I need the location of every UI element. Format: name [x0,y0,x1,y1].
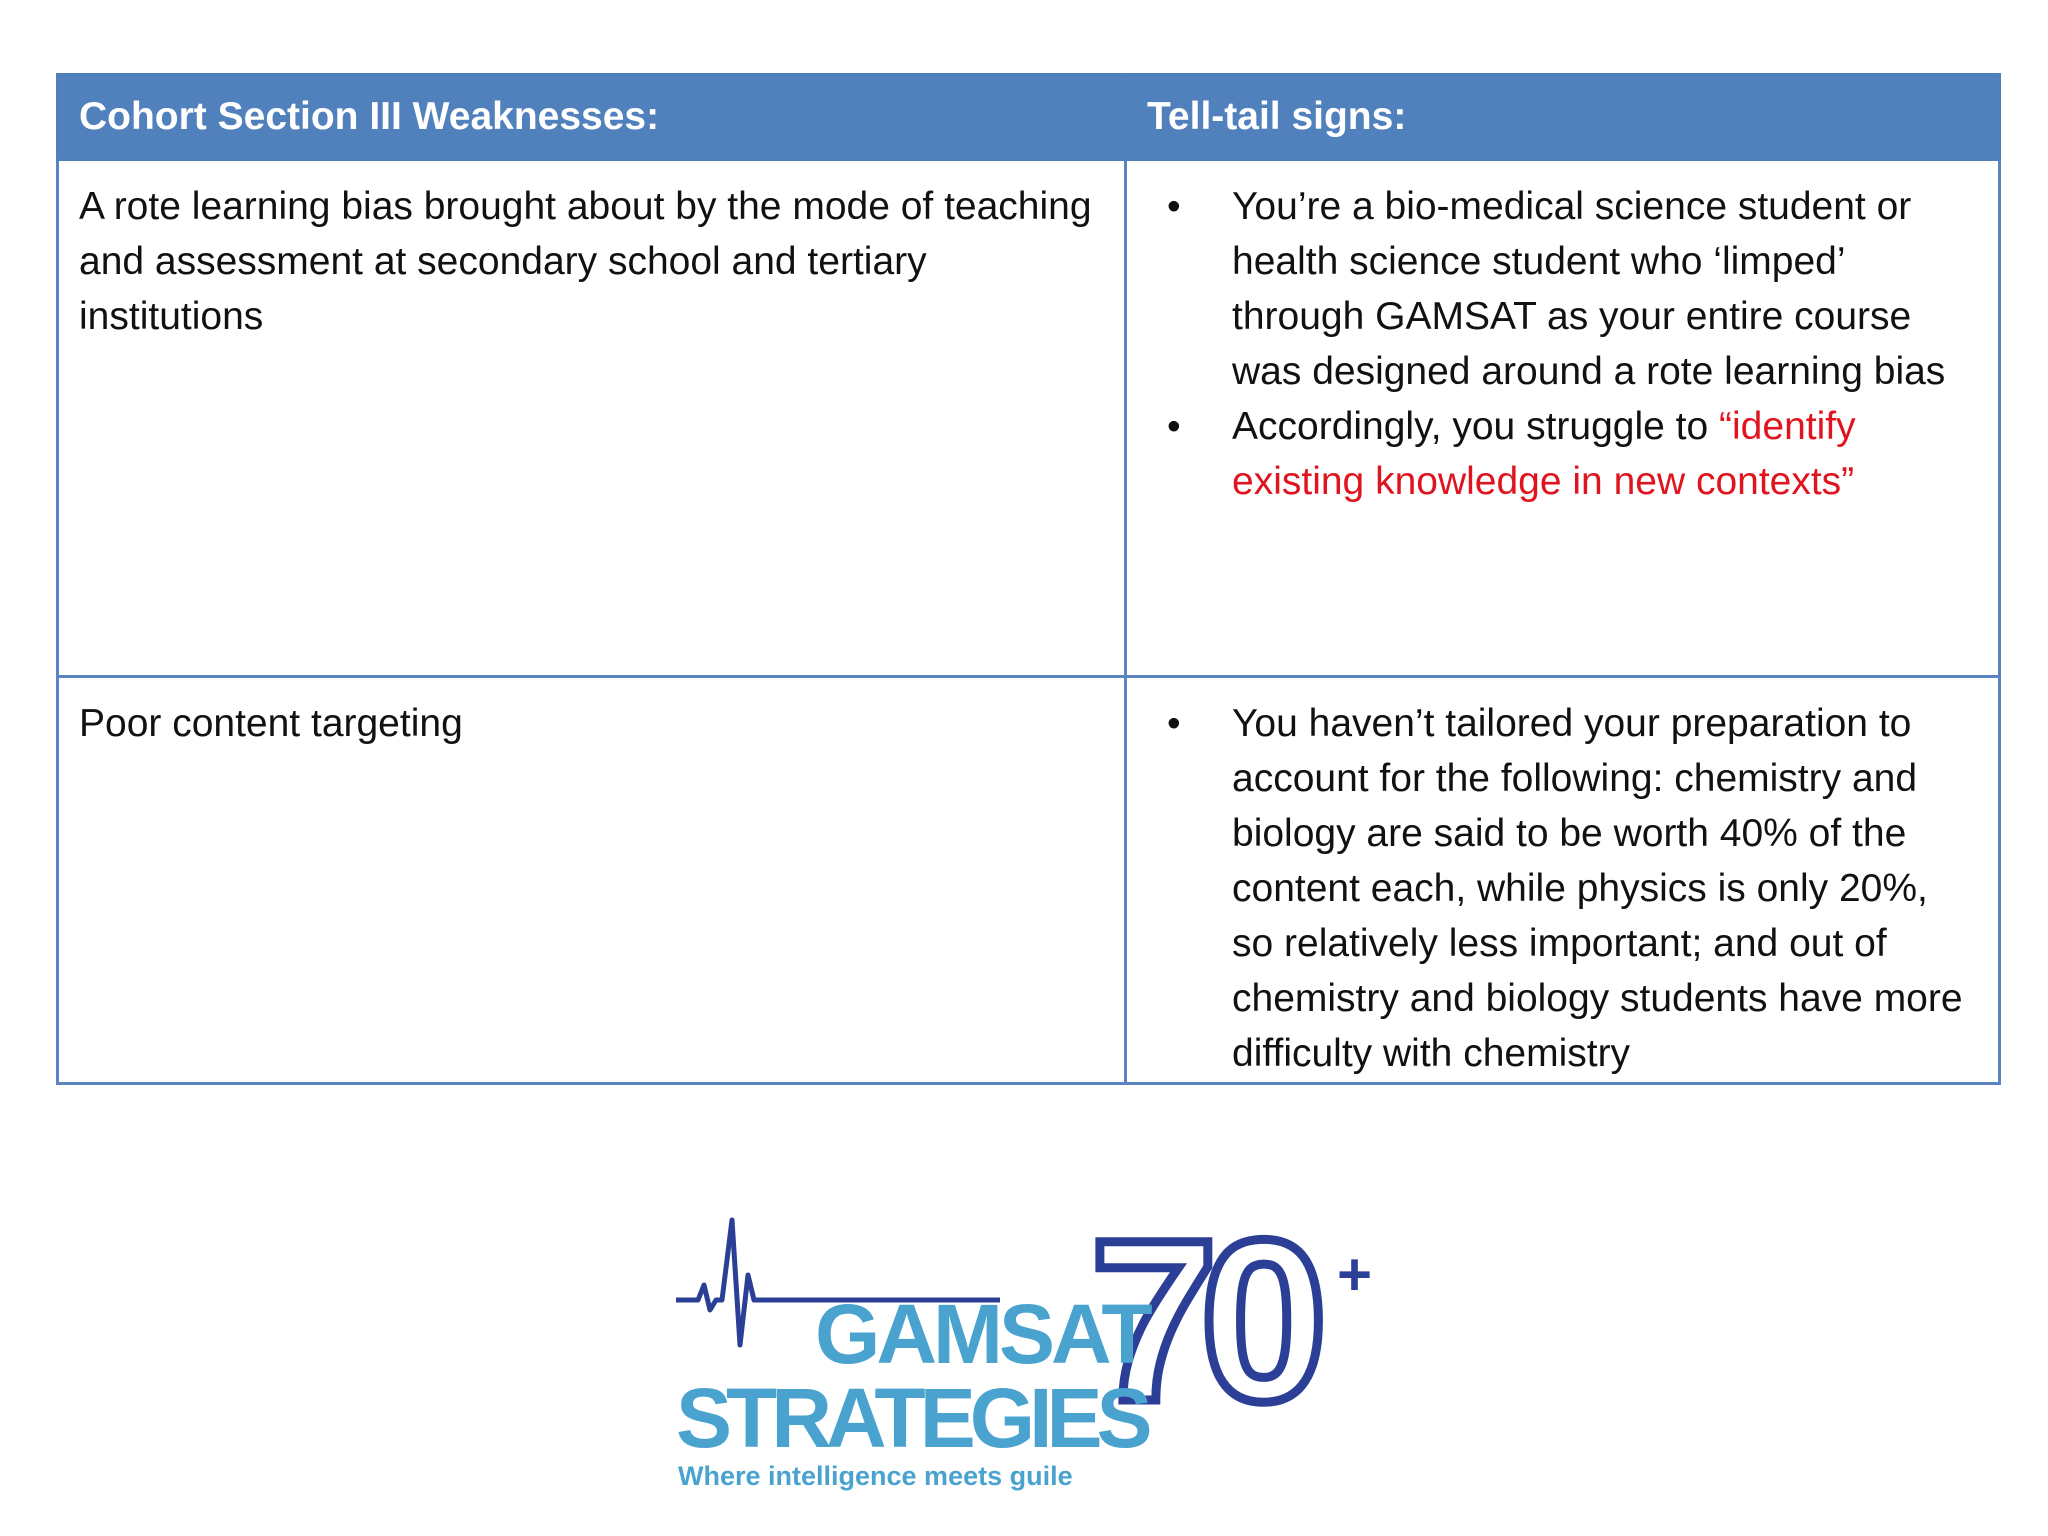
sign-text: Accordingly, you struggle to [1232,405,1720,448]
sign-text: You haven’t tailored your preparation to account for the following: chemistry and biology are said to be worth 40% of the content each, while physics is only 20%, so relatively less important; and out of chemistry and biology students have more difficulty with chemistry [1232,702,1963,1075]
sign-highlight-quote: “identify existing knowledge in new contexts” [1232,405,1856,503]
gamsat-strategies-logo [670,1215,1390,1495]
signs-list [1147,179,1978,509]
signs-list [1147,696,1978,1081]
logo-line1: GAMSAT [815,1287,1149,1381]
sign-item [1147,696,1978,1081]
bullet-icon: • [1167,185,1181,228]
table-header-row [58,75,2000,160]
signs-cell [1126,677,2000,1084]
table-row [58,160,2000,677]
logo-plus: + [1337,1241,1373,1308]
weakness-cell: Poor content targeting [58,677,1126,1084]
sign-text: You’re a bio-medical science student or health science student who ‘limped’ through GAMSAT as your entire course was designed around a rote learning bias [1232,185,1946,393]
sign-item [1147,399,1978,509]
weakness-table [56,73,2001,1085]
logo-line2: STRATEGIES [676,1371,1147,1465]
sign-item [1147,179,1978,399]
logo-number: 70 [1090,1215,1310,1449]
weakness-cell: A rote learning bias brought about by the mode of teaching and assessment at secondary school and tertiary institutions [58,160,1126,677]
header-tell-tail-signs: Tell-tail signs: [1126,75,2000,160]
table-row [58,677,2000,1084]
logo-graphic [670,1215,1390,1495]
header-weaknesses: Cohort Section III Weaknesses: [58,75,1126,160]
bullet-icon: • [1167,702,1181,745]
signs-cell [1126,160,2000,677]
bullet-icon: • [1167,405,1181,448]
logo-tagline: Where intelligence meets guile [678,1461,1073,1491]
